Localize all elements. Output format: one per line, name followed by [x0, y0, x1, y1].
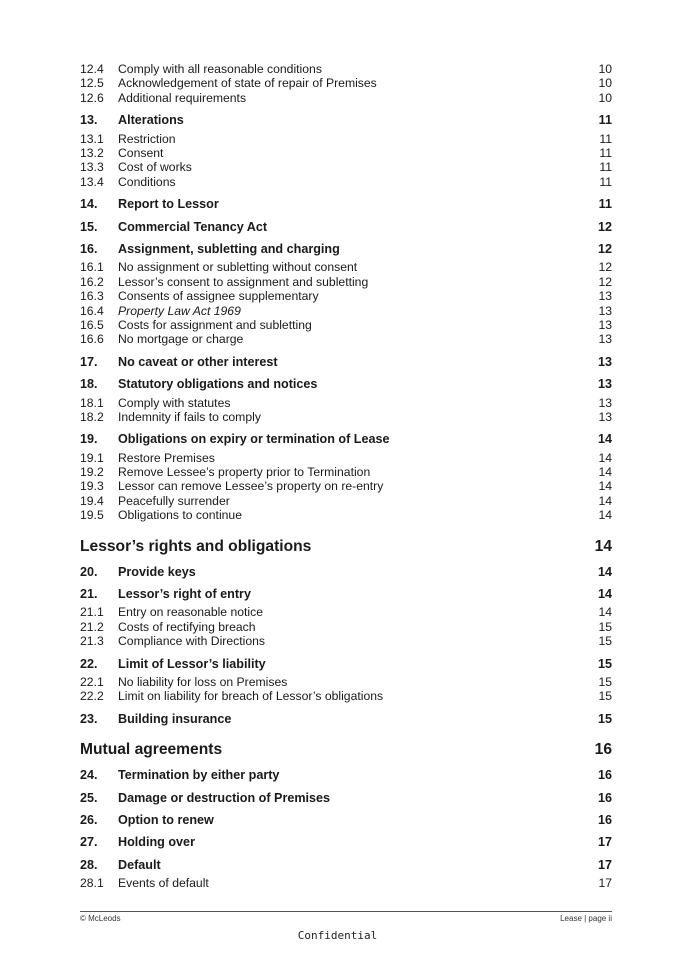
toc-subclause[interactable] — [80, 465, 612, 479]
toc-title: Conditions — [118, 174, 176, 189]
toc-number: 13.4 — [80, 174, 104, 189]
toc-number: 18. — [80, 377, 98, 392]
toc-page-number: 16 — [597, 813, 612, 828]
toc-number: 17. — [80, 354, 98, 369]
toc-clause[interactable] — [80, 432, 612, 446]
toc-title: Report to Lessor — [118, 197, 219, 212]
toc-title: No assignment or subletting without consent — [118, 260, 358, 275]
toc-title: No mortgage or charge — [118, 332, 244, 347]
toc-title: Obligations on expiry or termination of Lease — [118, 432, 390, 447]
toc-page-number: 15 — [597, 656, 612, 671]
toc-page-number: 14 — [598, 479, 612, 494]
toc-subclause[interactable] — [80, 62, 612, 76]
toc-clause[interactable] — [80, 768, 612, 782]
toc-page-number: 17 — [597, 835, 612, 850]
toc-subclause[interactable] — [80, 494, 612, 508]
toc-number: 13.1 — [80, 131, 104, 146]
toc-title: Statutory obligations and notices — [118, 377, 318, 392]
toc-title: Restriction — [118, 131, 176, 146]
toc-clause[interactable] — [80, 657, 612, 671]
toc-page-number: 13 — [597, 377, 612, 392]
toc-number: 15. — [80, 219, 98, 234]
toc-subclause[interactable] — [80, 76, 612, 90]
footer-copyright: © McLeods — [80, 914, 121, 923]
toc-clause[interactable] — [80, 355, 612, 369]
footer-page-label: Lease | page ii — [560, 914, 612, 923]
toc-subclause[interactable] — [80, 634, 612, 648]
toc-page-number: 15 — [597, 711, 612, 726]
toc-title: Cost of works — [118, 160, 192, 175]
toc-subclause[interactable] — [80, 451, 612, 465]
toc-title: Damage or destruction of Premises — [118, 790, 331, 805]
toc-page-number: 16 — [594, 741, 612, 759]
toc-page-number: 15 — [598, 634, 612, 649]
toc-page-number: 13 — [598, 395, 612, 410]
toc-page-number: 10 — [598, 90, 612, 105]
toc-subclause[interactable] — [80, 620, 612, 634]
toc-title: Restore Premises — [118, 450, 215, 465]
toc-page-number: 13 — [598, 409, 612, 424]
toc-number: 19.1 — [80, 450, 104, 465]
toc-title: Indemnity if fails to comply — [118, 409, 261, 424]
toc-page-number: 13 — [597, 354, 612, 369]
toc-page-number: 12 — [598, 274, 612, 289]
footer-divider — [80, 911, 612, 912]
toc-number: 28.1 — [80, 876, 104, 891]
toc-subclause[interactable] — [80, 479, 612, 493]
toc-number: 24. — [80, 768, 98, 783]
toc-title: Termination by either party — [118, 768, 280, 783]
toc-page-number: 14 — [597, 587, 612, 602]
toc-subclause[interactable] — [80, 160, 612, 174]
toc-page-number: 11 — [599, 174, 612, 189]
toc-clause[interactable] — [80, 835, 612, 849]
toc-title: Provide keys — [118, 564, 196, 579]
toc-page-number: 14 — [597, 432, 612, 447]
toc-subclause[interactable] — [80, 289, 612, 303]
toc-subclause[interactable] — [80, 332, 612, 346]
toc-number: 16.3 — [80, 289, 104, 304]
toc-title: Costs of rectifying breach — [118, 619, 256, 634]
toc-page-number: 17 — [598, 876, 612, 891]
toc-number: 16. — [80, 241, 98, 256]
toc-page-number: 13 — [598, 303, 612, 318]
toc-page-number: 11 — [599, 145, 612, 160]
toc-title: Assignment, subletting and charging — [118, 241, 340, 256]
toc-subclause[interactable] — [80, 91, 612, 105]
toc-page-number: 15 — [598, 675, 612, 690]
toc-number: 23. — [80, 711, 98, 726]
toc-subclause[interactable] — [80, 304, 612, 318]
toc-clause[interactable] — [80, 565, 612, 579]
toc-number: 18.2 — [80, 409, 104, 424]
toc-title: Comply with statutes — [118, 395, 231, 410]
toc-number: 20. — [80, 564, 98, 579]
toc-title: Acknowledgement of state of repair of Premises — [118, 76, 377, 91]
toc-page-number: 12 — [597, 219, 612, 234]
toc-title: Comply with all reasonable conditions — [118, 62, 322, 76]
toc-number: 13. — [80, 113, 98, 128]
toc-page-number: 12 — [597, 241, 612, 256]
toc-title: Commercial Tenancy Act — [118, 219, 268, 234]
toc-subclause[interactable] — [80, 132, 612, 146]
table-of-contents — [80, 62, 612, 891]
toc-number: 12.6 — [80, 90, 104, 105]
toc-number: 13.3 — [80, 160, 104, 175]
toc-title: No caveat or other interest — [118, 354, 278, 369]
toc-clause[interactable] — [80, 113, 612, 127]
toc-subclause[interactable] — [80, 396, 612, 410]
toc-page-number: 13 — [598, 317, 612, 332]
toc-title: Mutual agreements — [80, 741, 223, 759]
toc-page-number: 11 — [599, 160, 612, 175]
toc-clause[interactable] — [80, 813, 612, 827]
toc-title: Property Law Act 1969 — [118, 303, 241, 318]
toc-number: 22.2 — [80, 689, 104, 704]
toc-page-number: 14 — [598, 508, 612, 523]
toc-number: 14. — [80, 197, 98, 212]
toc-clause[interactable] — [80, 377, 612, 391]
toc-subclause[interactable] — [80, 146, 612, 160]
toc-clause[interactable] — [80, 242, 612, 256]
toc-page-number: 11 — [598, 113, 612, 128]
toc-subclause[interactable] — [80, 605, 612, 619]
toc-page-number: 14 — [594, 537, 612, 555]
toc-page-number: 11 — [598, 197, 612, 212]
toc-title: Lessor can remove Lessee’s property on re-entry — [118, 479, 384, 494]
toc-title: Default — [118, 857, 161, 872]
toc-number: 19. — [80, 432, 98, 447]
toc-page-number: 14 — [598, 465, 612, 480]
toc-number: 19.5 — [80, 508, 104, 523]
toc-number: 18.1 — [80, 395, 104, 410]
toc-title: Building insurance — [118, 711, 232, 726]
toc-number: 19.3 — [80, 479, 104, 494]
toc-number: 21. — [80, 587, 98, 602]
toc-title: Consent — [118, 145, 164, 160]
toc-page-number: 15 — [598, 619, 612, 634]
toc-number: 12.5 — [80, 76, 104, 91]
toc-page-number: 13 — [598, 332, 612, 347]
toc-title: Lessor’s rights and obligations — [80, 537, 312, 555]
toc-number: 21.2 — [80, 619, 104, 634]
toc-page-number: 14 — [598, 450, 612, 465]
confidential-label: Confidential — [297, 929, 378, 942]
toc-title: Option to renew — [118, 813, 214, 828]
toc-subclause[interactable] — [80, 689, 612, 703]
toc-clause[interactable] — [80, 587, 612, 601]
toc-subclause[interactable] — [80, 410, 612, 424]
toc-clause[interactable] — [80, 220, 612, 234]
toc-subclause[interactable] — [80, 260, 612, 274]
toc-title: Lessor’s right of entry — [118, 587, 251, 602]
toc-title: Remove Lessee’s property prior to Termination — [118, 465, 371, 480]
toc-title: No liability for loss on Premises — [118, 675, 288, 690]
toc-number: 28. — [80, 857, 98, 872]
toc-subclause[interactable] — [80, 275, 612, 289]
toc-section-heading[interactable] — [80, 537, 612, 557]
toc-number: 22. — [80, 656, 98, 671]
toc-clause[interactable] — [80, 791, 612, 805]
toc-number: 16.2 — [80, 274, 104, 289]
toc-subclause[interactable] — [80, 675, 612, 689]
toc-title: Lessor’s consent to assignment and subletting — [118, 274, 369, 289]
toc-title: Limit on liability for breach of Lessor’s obligations — [118, 689, 384, 704]
toc-title: Peacefully surrender — [118, 493, 230, 508]
toc-title: Costs for assignment and subletting — [118, 317, 312, 332]
toc-number: 19.4 — [80, 493, 104, 508]
toc-number: 21.3 — [80, 634, 104, 649]
toc-number: 26. — [80, 813, 98, 828]
toc-title: Events of default — [118, 876, 209, 891]
toc-page-number: 15 — [598, 689, 612, 704]
toc-number: 13.2 — [80, 145, 104, 160]
toc-number: 16.5 — [80, 317, 104, 332]
toc-clause[interactable] — [80, 197, 612, 211]
toc-page-number: 10 — [598, 76, 612, 91]
toc-title: Alterations — [118, 113, 184, 128]
toc-page-number: 14 — [597, 564, 612, 579]
toc-page-number: 14 — [598, 493, 612, 508]
toc-number: 19.2 — [80, 465, 104, 480]
toc-number: 12.4 — [80, 62, 104, 76]
toc-title: Limit of Lessor’s liability — [118, 656, 266, 671]
toc-number: 16.1 — [80, 260, 104, 275]
toc-title: Compliance with Directions — [118, 634, 265, 649]
toc-clause[interactable] — [80, 712, 612, 726]
toc-page-number: 10 — [598, 62, 612, 76]
toc-title: Obligations to continue — [118, 508, 242, 523]
toc-page-number: 14 — [598, 605, 612, 620]
toc-subclause[interactable] — [80, 508, 612, 522]
toc-page-number: 16 — [597, 768, 612, 783]
toc-page-number: 17 — [597, 857, 612, 872]
toc-title: Additional requirements — [118, 90, 247, 105]
toc-number: 22.1 — [80, 675, 104, 690]
toc-subclause[interactable] — [80, 876, 612, 890]
toc-title: Holding over — [118, 835, 195, 850]
toc-number: 21.1 — [80, 605, 104, 620]
toc-page-number: 13 — [598, 289, 612, 304]
toc-number: 27. — [80, 835, 98, 850]
toc-title: Entry on reasonable notice — [118, 605, 263, 620]
toc-page-number: 11 — [599, 131, 612, 146]
toc-subclause[interactable] — [80, 175, 612, 189]
toc-number: 25. — [80, 790, 98, 805]
toc-page-number: 16 — [597, 790, 612, 805]
toc-title: Consents of assignee supplementary — [118, 289, 319, 304]
toc-subclause[interactable] — [80, 318, 612, 332]
toc-number: 16.6 — [80, 332, 104, 347]
toc-section-heading[interactable] — [80, 740, 612, 760]
toc-clause[interactable] — [80, 858, 612, 872]
toc-page-number: 12 — [598, 260, 612, 275]
toc-number: 16.4 — [80, 303, 104, 318]
